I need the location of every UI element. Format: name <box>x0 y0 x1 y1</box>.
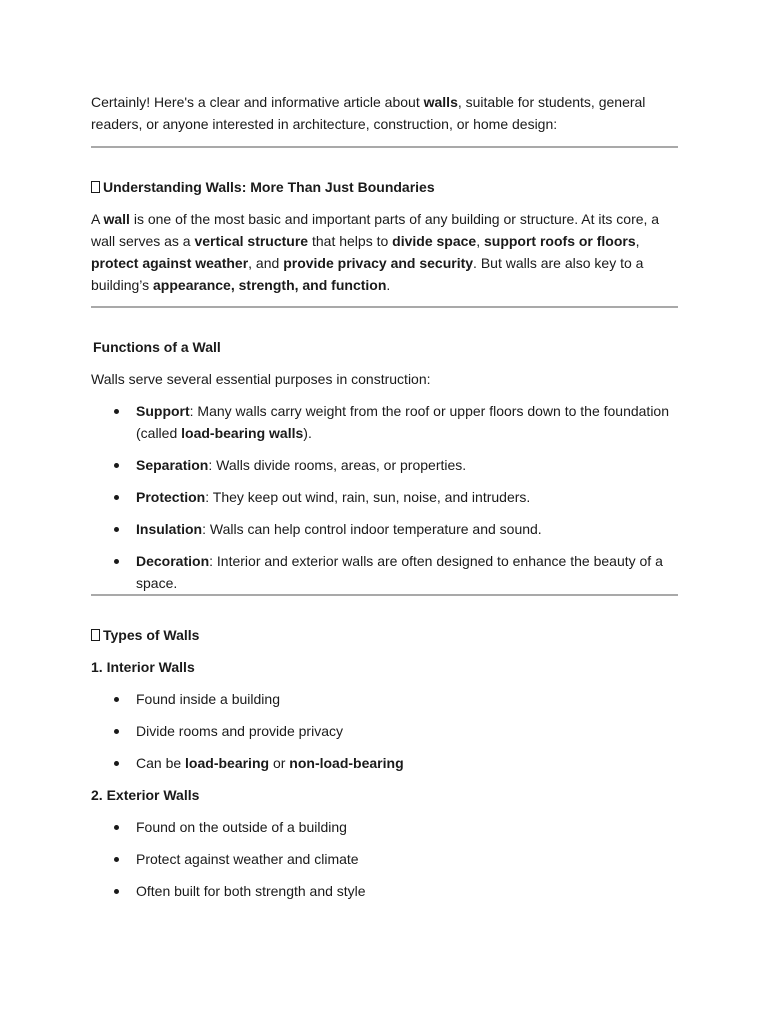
bold-run: appearance, strength, and function <box>153 277 387 293</box>
list-item <box>91 518 678 540</box>
subheading-exterior-walls: 2. Exterior Walls <box>91 787 200 803</box>
term: Support <box>136 403 190 419</box>
bold-run: protect against weather <box>91 255 249 271</box>
desc: ). <box>303 425 312 441</box>
section-heading-types <box>91 624 678 646</box>
bold-run: support roofs or floors <box>483 233 636 249</box>
desc: : Walls can help control indoor temperature and sound. <box>202 521 542 537</box>
section2-intro: Walls serve several essential purposes in construction: <box>91 371 431 387</box>
section1-paragraph <box>91 208 678 296</box>
text-run: is one of the most basic and important parts of any building or structure. At its core, a wall serves as a <box>91 211 660 249</box>
term: Insulation <box>136 521 203 537</box>
desc: : They keep out wind, rain, sun, noise, and intruders. <box>205 489 531 505</box>
list-item: Protect against weather and climate <box>91 848 678 870</box>
exterior-walls-list <box>91 816 678 902</box>
list-item: Often built for both strength and style <box>91 880 678 902</box>
text-run: . But walls are also key to a building’s <box>91 255 644 293</box>
desc: : Walls divide rooms, areas, or properties. <box>208 457 467 473</box>
missing-glyph-icon <box>91 629 100 641</box>
interior-walls-list <box>91 688 678 774</box>
intro-paragraph <box>91 91 678 135</box>
text-run: Can be <box>136 755 186 771</box>
divider-3 <box>91 594 678 596</box>
desc: : Interior and exterior walls are often designed to enhance the beauty of a space. <box>136 553 663 591</box>
subheading-interior-walls: 1. Interior Walls <box>91 659 195 675</box>
list-item <box>91 752 678 774</box>
desc: : Many walls carry weight from the roof or upper floors down to the foundation (called <box>136 403 670 441</box>
intro-text: Certainly! Here's a clear and informative article about <box>91 94 424 110</box>
bold-run: non-load-bearing <box>289 755 404 771</box>
bold-run: wall <box>103 211 130 227</box>
list-item <box>91 486 678 508</box>
list-item: Divide rooms and provide privacy <box>91 720 678 742</box>
text-run: or <box>269 755 290 771</box>
text-run: that helps to <box>308 233 393 249</box>
divider-2 <box>91 306 678 308</box>
heading-text: Types of Walls <box>103 627 200 643</box>
text-run: , <box>476 233 484 249</box>
heading-text: Functions of a Wall <box>93 339 221 355</box>
divider-1 <box>91 146 678 148</box>
intro-text-end: , suitable for students, general readers, or anyone interested in architecture, construction, or home design: <box>91 94 646 132</box>
document-page <box>91 91 678 912</box>
functions-list <box>91 400 678 594</box>
text-run: , <box>635 233 640 249</box>
term: load-bearing walls <box>181 425 304 441</box>
intro-bold-walls: walls <box>423 94 458 110</box>
list-item: Found on the outside of a building <box>91 816 678 838</box>
list-item <box>91 550 678 594</box>
term: Protection <box>136 489 206 505</box>
text-run: , and <box>248 255 284 271</box>
term: Decoration <box>136 553 210 569</box>
list-item: Found inside a building <box>91 688 678 710</box>
bold-run: load-bearing <box>185 755 270 771</box>
text-run: . <box>386 277 391 293</box>
bold-run: divide space <box>392 233 477 249</box>
missing-glyph-icon <box>91 181 100 193</box>
bold-run: provide privacy and security <box>283 255 474 271</box>
list-item <box>91 400 678 444</box>
section-heading-understanding <box>91 176 678 198</box>
term: Separation <box>136 457 209 473</box>
section-heading-functions <box>91 336 678 358</box>
heading-text: Understanding Walls: More Than Just Boundaries <box>103 179 435 195</box>
list-item <box>91 454 678 476</box>
text-run: A <box>91 211 104 227</box>
bold-run: vertical structure <box>194 233 309 249</box>
